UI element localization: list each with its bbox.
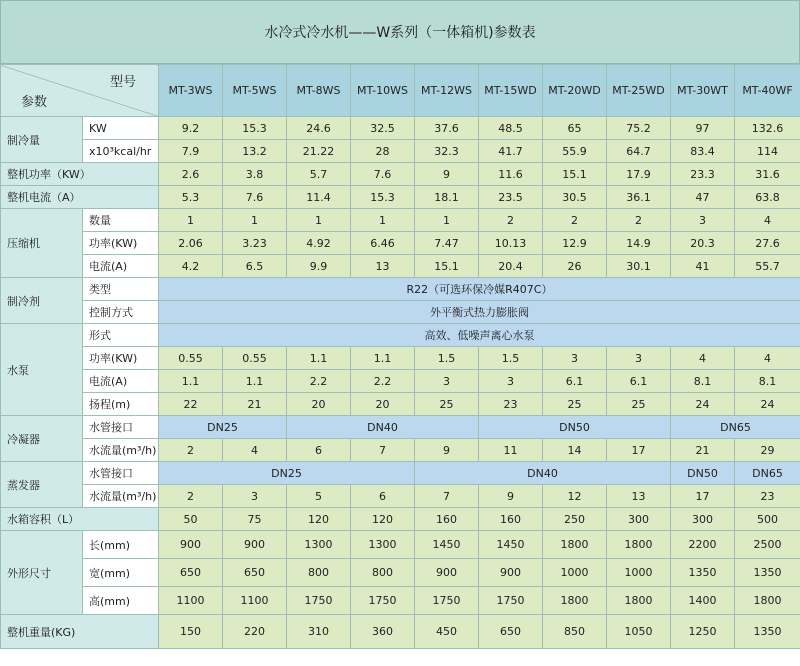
value-cell: 1000 <box>543 559 607 587</box>
table-row <box>1 462 800 485</box>
value-cell: 9.2 <box>159 117 223 140</box>
spec-table <box>0 64 800 649</box>
value-cell: 650 <box>223 559 287 587</box>
value-cell: 9 <box>415 163 479 186</box>
row-label: 控制方式 <box>83 301 159 324</box>
row-label: 水管接口 <box>83 462 159 485</box>
group-label: 制冷剂 <box>1 278 83 324</box>
value-cell: 17 <box>671 485 735 508</box>
value-cell: DN50 <box>479 416 671 439</box>
value-cell: 1100 <box>223 587 287 615</box>
value-cell: DN40 <box>415 462 671 485</box>
value-cell: 48.5 <box>479 117 543 140</box>
group-label: 制冷量 <box>1 117 83 163</box>
value-cell: 360 <box>351 615 415 649</box>
value-cell: 26 <box>543 255 607 278</box>
group-label: 压缩机 <box>1 209 83 278</box>
table-row <box>1 531 800 559</box>
value-cell: 9 <box>479 485 543 508</box>
value-cell: 800 <box>351 559 415 587</box>
value-cell: 21 <box>223 393 287 416</box>
value-cell: 300 <box>607 508 671 531</box>
value-cell: 1 <box>287 209 351 232</box>
value-cell: 1750 <box>479 587 543 615</box>
value-cell: 2.2 <box>287 370 351 393</box>
value-cell: 9 <box>415 439 479 462</box>
value-cell: 64.7 <box>607 140 671 163</box>
model-header: MT-25WD <box>607 65 671 117</box>
model-header: MT-5WS <box>223 65 287 117</box>
value-cell: 1450 <box>415 531 479 559</box>
value-cell: 12 <box>543 485 607 508</box>
value-cell: 23.3 <box>671 163 735 186</box>
value-cell: 11 <box>479 439 543 462</box>
value-cell: 114 <box>735 140 800 163</box>
value-cell: 7.9 <box>159 140 223 163</box>
value-cell: 10.13 <box>479 232 543 255</box>
value-cell: 8.1 <box>735 370 800 393</box>
row-label: 数量 <box>83 209 159 232</box>
value-cell: 132.6 <box>735 117 800 140</box>
value-cell: 6.5 <box>223 255 287 278</box>
value-cell: 25 <box>415 393 479 416</box>
value-cell: 15.3 <box>351 186 415 209</box>
value-cell: DN40 <box>287 416 479 439</box>
value-cell: 1.5 <box>479 347 543 370</box>
value-cell: R22（可选环保冷媒R407C） <box>159 278 800 301</box>
value-cell: 24.6 <box>287 117 351 140</box>
value-cell: 27.6 <box>735 232 800 255</box>
value-cell: 23 <box>479 393 543 416</box>
value-cell: 14 <box>543 439 607 462</box>
row-label: 功率(KW) <box>83 232 159 255</box>
value-cell: 2.06 <box>159 232 223 255</box>
table-row <box>1 439 800 462</box>
value-cell: 7.6 <box>351 163 415 186</box>
value-cell: 1400 <box>671 587 735 615</box>
table-row <box>1 370 800 393</box>
value-cell: 500 <box>735 508 800 531</box>
value-cell: 12.9 <box>543 232 607 255</box>
value-cell: 83.4 <box>671 140 735 163</box>
table-row <box>1 301 800 324</box>
value-cell: 28 <box>351 140 415 163</box>
value-cell: 1.1 <box>159 370 223 393</box>
value-cell: 4 <box>671 347 735 370</box>
value-cell: 1300 <box>351 531 415 559</box>
value-cell: 97 <box>671 117 735 140</box>
value-cell: 6.46 <box>351 232 415 255</box>
value-cell: 37.6 <box>415 117 479 140</box>
value-cell: 1.1 <box>223 370 287 393</box>
corner-header <box>1 65 159 117</box>
table-row <box>1 232 800 255</box>
value-cell: 1800 <box>735 587 800 615</box>
value-cell: 14.9 <box>607 232 671 255</box>
value-cell: 4 <box>223 439 287 462</box>
value-cell: 30.1 <box>607 255 671 278</box>
value-cell: 150 <box>159 615 223 649</box>
value-cell: 13.2 <box>223 140 287 163</box>
table-row <box>1 347 800 370</box>
value-cell: 650 <box>159 559 223 587</box>
model-header: MT-10WS <box>351 65 415 117</box>
value-cell: 1 <box>159 209 223 232</box>
value-cell: 900 <box>159 531 223 559</box>
value-cell: 3 <box>607 347 671 370</box>
row-label: KW <box>83 117 159 140</box>
value-cell: 2.6 <box>159 163 223 186</box>
value-cell: 2 <box>479 209 543 232</box>
value-cell: 15.1 <box>543 163 607 186</box>
value-cell: 15.1 <box>415 255 479 278</box>
value-cell: 41 <box>671 255 735 278</box>
model-header: MT-15WD <box>479 65 543 117</box>
value-cell: 2200 <box>671 531 735 559</box>
value-cell: 220 <box>223 615 287 649</box>
value-cell: 30.5 <box>543 186 607 209</box>
value-cell: 24 <box>735 393 800 416</box>
row-label: 扬程(m) <box>83 393 159 416</box>
table-row <box>1 393 800 416</box>
value-cell: 4 <box>735 209 800 232</box>
value-cell: 5.3 <box>159 186 223 209</box>
value-cell: 310 <box>287 615 351 649</box>
row-label: x10³kcal/hr <box>83 140 159 163</box>
value-cell: 900 <box>223 531 287 559</box>
value-cell: 25 <box>543 393 607 416</box>
value-cell: 21.22 <box>287 140 351 163</box>
model-header: MT-40WF <box>735 65 800 117</box>
value-cell: 2.2 <box>351 370 415 393</box>
value-cell: 2 <box>607 209 671 232</box>
row-label: 电流(A) <box>83 255 159 278</box>
value-cell: 250 <box>543 508 607 531</box>
value-cell: 0.55 <box>223 347 287 370</box>
value-cell: 6 <box>287 439 351 462</box>
value-cell: 7.6 <box>223 186 287 209</box>
param-header-label: 参数 <box>21 95 48 110</box>
value-cell: 120 <box>287 508 351 531</box>
value-cell: 2 <box>159 485 223 508</box>
value-cell: 450 <box>415 615 479 649</box>
value-cell: DN65 <box>735 462 800 485</box>
value-cell: 15.3 <box>223 117 287 140</box>
table-row <box>1 324 800 347</box>
value-cell: 8.1 <box>671 370 735 393</box>
value-cell: 32.3 <box>415 140 479 163</box>
value-cell: 55.9 <box>543 140 607 163</box>
value-cell: 1800 <box>543 531 607 559</box>
value-cell: 1 <box>351 209 415 232</box>
value-cell: 1750 <box>415 587 479 615</box>
value-cell: 850 <box>543 615 607 649</box>
row-label: 功率(KW) <box>83 347 159 370</box>
table-row <box>1 163 800 186</box>
table-row <box>1 587 800 615</box>
model-header-label: 型号 <box>109 75 136 90</box>
value-cell: 32.5 <box>351 117 415 140</box>
table-row <box>1 416 800 439</box>
value-cell: 800 <box>287 559 351 587</box>
row-label: 水流量(m³/h) <box>83 485 159 508</box>
value-cell: 1.1 <box>351 347 415 370</box>
value-cell: 1100 <box>159 587 223 615</box>
value-cell: 1.1 <box>287 347 351 370</box>
value-cell: 5.7 <box>287 163 351 186</box>
value-cell: 3 <box>479 370 543 393</box>
value-cell: 4 <box>735 347 800 370</box>
value-cell: 24 <box>671 393 735 416</box>
group-label: 蒸发器 <box>1 462 83 508</box>
value-cell: 1 <box>415 209 479 232</box>
value-cell: DN65 <box>671 416 800 439</box>
value-cell: 650 <box>479 615 543 649</box>
row-label: 形式 <box>83 324 159 347</box>
value-cell: 65 <box>543 117 607 140</box>
value-cell: 1250 <box>671 615 735 649</box>
value-cell: 7 <box>351 439 415 462</box>
value-cell: 1450 <box>479 531 543 559</box>
value-cell: 2 <box>159 439 223 462</box>
value-cell: 7 <box>415 485 479 508</box>
table-row <box>1 615 800 649</box>
row-label: 整机功率（KW） <box>1 163 159 186</box>
value-cell: 1.5 <box>415 347 479 370</box>
value-cell: 160 <box>479 508 543 531</box>
row-label: 类型 <box>83 278 159 301</box>
table-row <box>1 508 800 531</box>
value-cell: 25 <box>607 393 671 416</box>
value-cell: 120 <box>351 508 415 531</box>
value-cell: 5 <box>287 485 351 508</box>
value-cell: 63.8 <box>735 186 800 209</box>
table-row <box>1 278 800 301</box>
value-cell: 20 <box>287 393 351 416</box>
value-cell: 55.7 <box>735 255 800 278</box>
value-cell: 41.7 <box>479 140 543 163</box>
value-cell: 20.4 <box>479 255 543 278</box>
value-cell: 31.6 <box>735 163 800 186</box>
value-cell: 3 <box>223 485 287 508</box>
value-cell: 21 <box>671 439 735 462</box>
value-cell: 11.6 <box>479 163 543 186</box>
value-cell: 4.2 <box>159 255 223 278</box>
value-cell: 300 <box>671 508 735 531</box>
value-cell: 900 <box>415 559 479 587</box>
group-label: 水泵 <box>1 324 83 416</box>
value-cell: 外平衡式热力膨胀阀 <box>159 301 800 324</box>
row-label: 宽(mm) <box>83 559 159 587</box>
model-header: MT-30WT <box>671 65 735 117</box>
value-cell: 6.1 <box>543 370 607 393</box>
value-cell: 1000 <box>607 559 671 587</box>
table-row <box>1 559 800 587</box>
value-cell: 29 <box>735 439 800 462</box>
value-cell: 1750 <box>287 587 351 615</box>
value-cell: 1350 <box>735 615 800 649</box>
value-cell: 3.8 <box>223 163 287 186</box>
value-cell: 23.5 <box>479 186 543 209</box>
model-header: MT-12WS <box>415 65 479 117</box>
value-cell: DN25 <box>159 462 415 485</box>
table-row <box>1 140 800 163</box>
value-cell: 11.4 <box>287 186 351 209</box>
value-cell: 1800 <box>607 531 671 559</box>
value-cell: 50 <box>159 508 223 531</box>
table-row <box>1 186 800 209</box>
value-cell: 17.9 <box>607 163 671 186</box>
value-cell: 23 <box>735 485 800 508</box>
value-cell: 6.1 <box>607 370 671 393</box>
table-title: 水冷式冷水机——W系列（一体箱机)参数表 <box>0 0 800 64</box>
model-header: MT-20WD <box>543 65 607 117</box>
row-label: 水管接口 <box>83 416 159 439</box>
group-label: 外形尺寸 <box>1 531 83 615</box>
value-cell: 1050 <box>607 615 671 649</box>
value-cell: 18.1 <box>415 186 479 209</box>
value-cell: 47 <box>671 186 735 209</box>
row-label: 长(mm) <box>83 531 159 559</box>
value-cell: 2500 <box>735 531 800 559</box>
value-cell: 75.2 <box>607 117 671 140</box>
value-cell: 0.55 <box>159 347 223 370</box>
value-cell: 1350 <box>671 559 735 587</box>
table-row <box>1 255 800 278</box>
value-cell: 36.1 <box>607 186 671 209</box>
value-cell: 3 <box>415 370 479 393</box>
table-row <box>1 485 800 508</box>
value-cell: 4.92 <box>287 232 351 255</box>
value-cell: 1800 <box>607 587 671 615</box>
value-cell: 6 <box>351 485 415 508</box>
value-cell: 3.23 <box>223 232 287 255</box>
value-cell: 17 <box>607 439 671 462</box>
row-label: 水箱容积（L） <box>1 508 159 531</box>
value-cell: 2 <box>543 209 607 232</box>
row-label: 整机电流（A） <box>1 186 159 209</box>
model-header: MT-3WS <box>159 65 223 117</box>
table-row <box>1 117 800 140</box>
group-label: 冷凝器 <box>1 416 83 462</box>
value-cell: 13 <box>351 255 415 278</box>
value-cell: DN25 <box>159 416 287 439</box>
value-cell: 13 <box>607 485 671 508</box>
value-cell: 7.47 <box>415 232 479 255</box>
value-cell: 高效、低噪声离心水泵 <box>159 324 800 347</box>
value-cell: 1750 <box>351 587 415 615</box>
value-cell: 20 <box>351 393 415 416</box>
model-header: MT-8WS <box>287 65 351 117</box>
table-row <box>1 209 800 232</box>
row-label: 整机重量(KG) <box>1 615 159 649</box>
value-cell: 3 <box>671 209 735 232</box>
row-label: 高(mm) <box>83 587 159 615</box>
value-cell: 3 <box>543 347 607 370</box>
value-cell: 9.9 <box>287 255 351 278</box>
row-label: 电流(A) <box>83 370 159 393</box>
value-cell: 1300 <box>287 531 351 559</box>
row-label: 水流量(m³/h) <box>83 439 159 462</box>
value-cell: 1350 <box>735 559 800 587</box>
value-cell: 160 <box>415 508 479 531</box>
value-cell: 1 <box>223 209 287 232</box>
value-cell: 22 <box>159 393 223 416</box>
value-cell: 75 <box>223 508 287 531</box>
value-cell: 20.3 <box>671 232 735 255</box>
value-cell: 900 <box>479 559 543 587</box>
value-cell: 1800 <box>543 587 607 615</box>
value-cell: DN50 <box>671 462 735 485</box>
header-row <box>1 65 800 117</box>
